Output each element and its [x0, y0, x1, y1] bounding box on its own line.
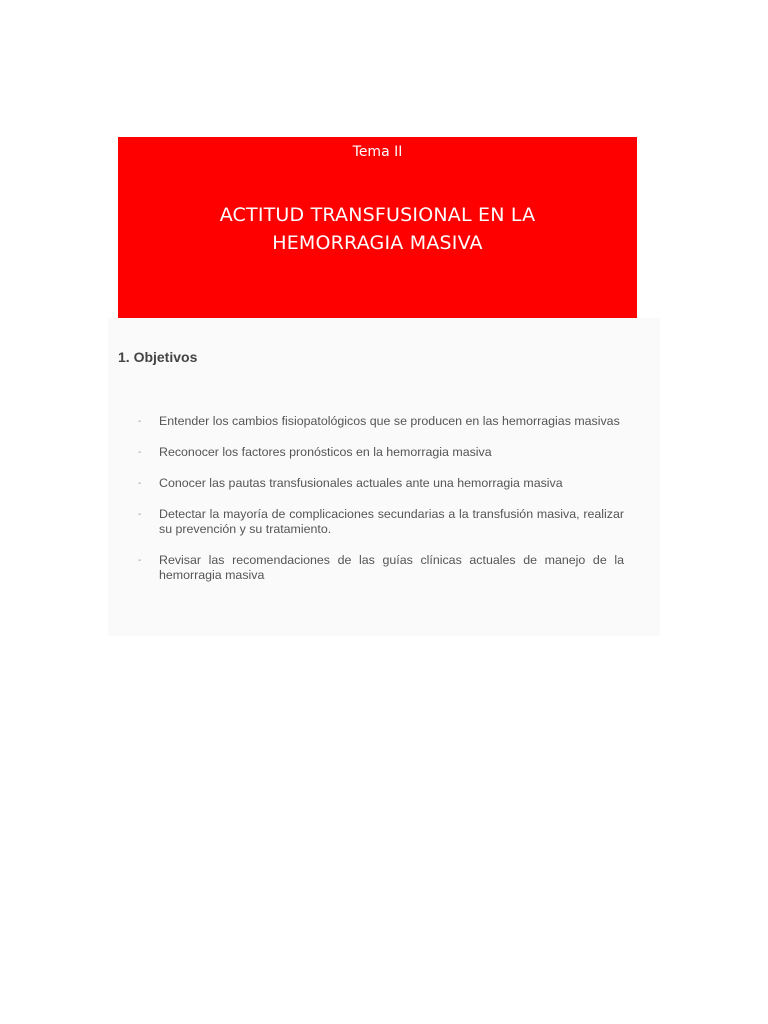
objective-item	[138, 553, 624, 583]
bullet-dash-icon: -	[138, 509, 142, 520]
bullet-dash-icon: -	[138, 447, 142, 458]
chapter-label: Tema II	[352, 144, 403, 160]
objective-text: Detectar la mayoría de complicaciones secundarias a la transfusión masiva, realizar su prevención y su tratamiento.	[159, 507, 624, 536]
chapter-banner	[118, 137, 637, 318]
objective-item	[138, 476, 624, 491]
objective-text: Conocer las pautas transfusionales actuales ante una hemorragia masiva	[159, 476, 563, 490]
objective-text: Revisar las recomendaciones de las guías clínicas actuales de manejo de la hemorragia masiva	[159, 553, 624, 582]
objective-item	[138, 414, 624, 429]
objective-text: Reconocer los factores pronósticos en la hemorragia masiva	[159, 445, 492, 459]
chapter-title	[118, 201, 637, 257]
bullet-dash-icon: -	[138, 416, 142, 427]
objective-item	[138, 507, 624, 537]
chapter-title-line-2: HEMORRAGIA MASIVA	[272, 232, 483, 254]
bullet-dash-icon: -	[138, 478, 142, 489]
section-heading: 1. Objetivos	[118, 349, 198, 365]
objective-item	[138, 445, 624, 460]
objective-text: Entender los cambios fisiopatológicos que se producen en las hemorragias masivas	[159, 414, 620, 428]
objectives-list	[138, 414, 624, 599]
chapter-title-line-1: ACTITUD TRANSFUSIONAL EN LA	[219, 204, 536, 226]
bullet-dash-icon: -	[138, 555, 142, 566]
